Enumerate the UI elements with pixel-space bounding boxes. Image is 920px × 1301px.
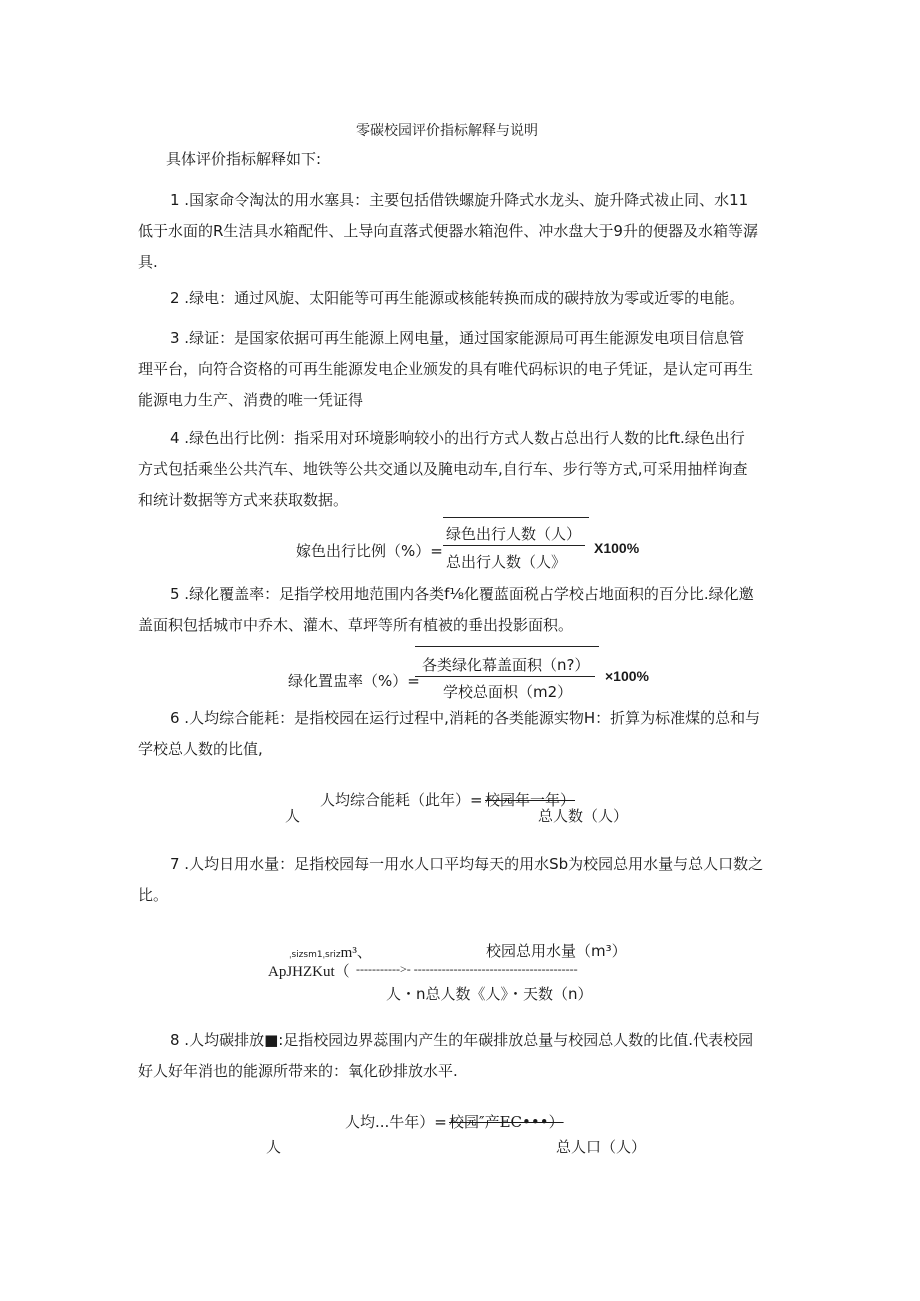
formula-lhs: 人均...牛年）= (345, 1113, 447, 1131)
paragraph-line: 4 .绿色出行比例：指采用对环境影响较小的出行方式人数占总出行人数的比ft.绿色出行 (170, 429, 745, 447)
fraction-bar (415, 676, 595, 677)
section-7 (138, 849, 788, 911)
page-title: 零碳校园评价指标解释与说明 (356, 123, 538, 139)
formula-lhs-unit: 人 (266, 1138, 282, 1156)
formula-struck-numerator: 校园年一年） (485, 791, 576, 809)
formula-numerator: 绿色出行人数（人） (446, 525, 582, 543)
paragraph-line: 8 .人均碳排放■:足指校园边界蕊围内产生的年碳排放总量与校园总人数的比值.代表校园 (170, 1031, 754, 1049)
formula-small-text: ˌsizsm1ˌsriz (289, 950, 341, 960)
formula-unit: m³、 (340, 945, 372, 961)
formula-overline (443, 517, 589, 518)
intro-text: 具体评价指标解释如下: (166, 150, 322, 168)
paragraph-line: 低于水面的R生洁具水箱配件、上导向直落式便器水箱泡件、冲水盘大于9升的便器及水箱等潺 (138, 222, 758, 240)
paragraph-line: 能源电力生产、消费的唯一凭证得 (138, 391, 364, 409)
section-4 (138, 423, 788, 516)
paragraph-line: 1 .国家命令淘汰的用水塞具：主要包括借铁螺旋升降式水龙头、旋升降式祓止同、水11 (170, 191, 749, 209)
paragraph-line: 3 .绿证：是国家依据可再生能源上网电量，通过国家能源局可再生能源发电项目信息管 (170, 329, 745, 347)
paragraph-line: 具. (138, 253, 158, 271)
section-8 (138, 1025, 788, 1087)
paragraph-line: 5 .绿化覆盖率：足指学校用地范围内各类f⅛化覆蓝面税占学校占地面积的百分比.绿化邀 (170, 585, 754, 603)
paragraph-line: 7 .人均日用水量：足指校园每一用水人口平均每天的用水Sb为校园总用水量与总人口数之 (170, 855, 764, 873)
paragraph-line: 2 .绿电：通过风旎、太阳能等可再生能源或核能转换而成的碳持放为零或近零的电能。 (170, 289, 745, 307)
formula-lhs: 嫁色出行比例（%）= (296, 542, 443, 560)
section-2 (138, 283, 788, 314)
section-5 (138, 579, 788, 641)
formula-numerator: 校园总用水量（m³） (486, 942, 627, 960)
formula-lhs: ApJHZKut（ (268, 964, 350, 980)
formula-struck-numerator: 校园″产EC•••） (449, 1113, 564, 1131)
formula-lhs-top (289, 941, 372, 962)
paragraph-line: 学校总人数的比值, (138, 740, 263, 758)
paragraph-line: 方式包括乘坐公共汽车、地铁等公共交通以及腌电动车,自行车、步行等方式,可采用抽样询查 (138, 460, 748, 478)
formula-lhs: 人均综合能耗（此年）= (320, 791, 483, 809)
section-3 (138, 323, 788, 416)
formula-multiplier: ×100% (605, 668, 649, 684)
paragraph-line: 好人好年消也的能源所带来的：氧化砂排放水平. (138, 1062, 458, 1080)
formula-denominator: 学校总面枳（m2） (443, 683, 573, 701)
formula-lhs: 绿化置盅率（%）= (288, 672, 420, 690)
formula-lhs-unit: 人 (285, 807, 301, 825)
formula-denominator: 总人口（人） (556, 1138, 647, 1156)
formula-denominator: 人・n总人数《人》・天数（n） (386, 985, 593, 1003)
paragraph-line: 理平台，向符合资格的可再生能源发电企业颁发的具有唯代码标识的电子凭证，是认定可再生 (138, 360, 754, 378)
paragraph-line: 盖面积包括城市中乔木、灌木、草坪等所有植被的垂出投影面积。 (138, 616, 574, 634)
fraction-bar (443, 545, 585, 546)
formula-denominator: 总出行人数（人》 (446, 553, 567, 571)
formula-overline (415, 646, 599, 647)
paragraph-line: 6 .人均综合能耗：是指校园在运行过程中,消耗的各类能源实物H：折算为标准煤的总和与 (170, 709, 761, 727)
section-1 (138, 185, 788, 278)
formula-denominator: 总人数（人） (538, 807, 629, 825)
formula-multiplier: X100% (594, 540, 640, 556)
paragraph-line: 比。 (138, 886, 169, 904)
formula-numerator: 各类绿化幕盖面积（n?） (422, 656, 590, 674)
section-6 (138, 703, 788, 765)
paragraph-line: 和统计数据等方式来获取数据。 (138, 491, 349, 509)
formula-dash-line: ----------->- ----------------------------------------- (356, 962, 578, 976)
